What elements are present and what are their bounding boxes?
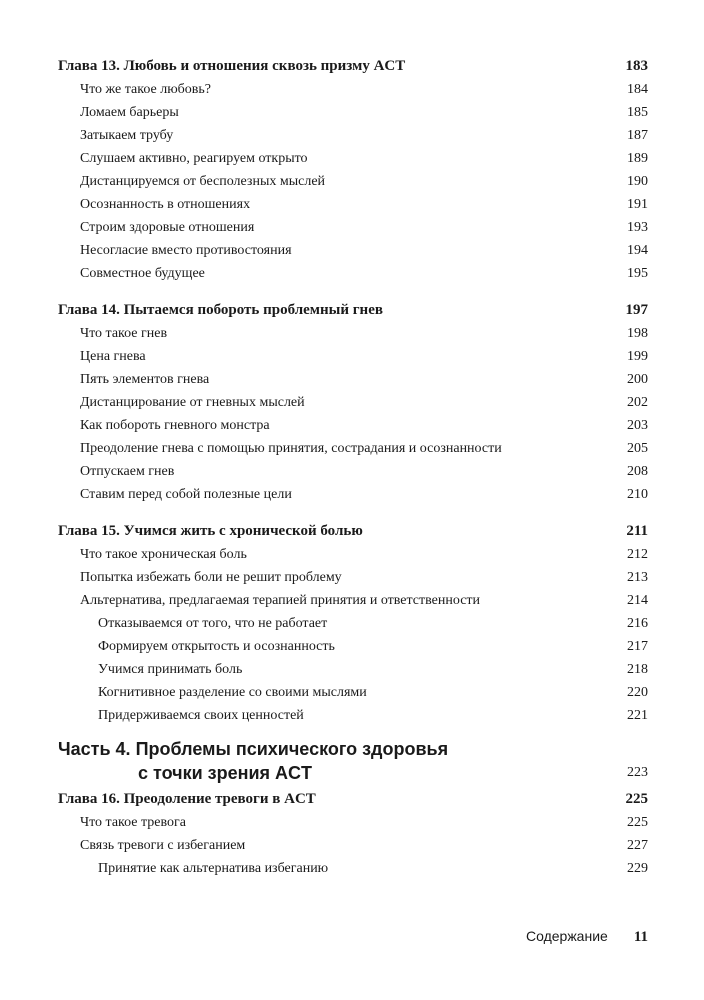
toc-entry[interactable]	[58, 566, 648, 589]
page-number: 190	[627, 174, 648, 189]
toc-entry[interactable]	[58, 78, 648, 101]
toc-subentry[interactable]	[58, 704, 648, 727]
folio-page-number: 11	[633, 929, 648, 945]
section-spacer	[58, 285, 648, 296]
chapter-title: Глава 15. Учимся жить с хронической болью	[58, 523, 363, 539]
page-number: 183	[625, 58, 648, 74]
chapter-title: Глава 14. Пытаемся побороть проблемный гнев	[58, 302, 383, 318]
page-number: 197	[625, 302, 648, 318]
page-number: 203	[627, 418, 648, 433]
page-number: 221	[627, 708, 648, 723]
entry-title: Попытка избежать боли не решит проблему	[80, 570, 342, 585]
toc-entry[interactable]	[58, 437, 648, 460]
toc-subentry[interactable]	[58, 658, 648, 681]
toc-chapter-16[interactable]	[58, 787, 648, 811]
page-number: 185	[627, 105, 648, 120]
page-number: 205	[627, 441, 648, 456]
toc-entry[interactable]	[58, 262, 648, 285]
toc-entry[interactable]	[58, 834, 648, 857]
entry-title: Цена гнева	[80, 349, 146, 364]
page-number: 191	[627, 197, 648, 212]
toc-chapter-13[interactable]	[58, 54, 648, 78]
page-number: 225	[625, 791, 648, 807]
entry-title: Ломаем барьеры	[80, 105, 179, 120]
entry-title: Что же такое любовь?	[80, 82, 211, 97]
toc-chapter-15[interactable]	[58, 519, 648, 543]
page-number: 189	[627, 151, 648, 166]
toc-entry[interactable]	[58, 101, 648, 124]
entry-title: Строим здоровые отношения	[80, 220, 255, 235]
toc-entry[interactable]	[58, 216, 648, 239]
chapter-title: Глава 13. Любовь и отношения сквозь призму ACT	[58, 58, 406, 74]
page-footer	[526, 928, 648, 946]
table-of-contents	[58, 54, 648, 880]
page-number: 217	[627, 639, 648, 654]
toc-entry[interactable]	[58, 368, 648, 391]
entry-title: Что такое тревога	[80, 815, 186, 830]
entry-title: Как побороть гневного монстра	[80, 418, 270, 433]
entry-title: Несогласие вместо противостояния	[80, 243, 292, 258]
entry-title: Учимся принимать боль	[98, 662, 243, 677]
entry-title: Когнитивное разделение со своими мыслями	[98, 685, 367, 700]
toc-part-4[interactable]	[58, 737, 648, 785]
entry-title: Совместное будущее	[80, 266, 205, 281]
page-number: 218	[627, 662, 648, 677]
toc-entry[interactable]	[58, 193, 648, 216]
entry-title: Осознанность в отношениях	[80, 197, 251, 212]
entry-title: Отказываемся от того, что не работает	[98, 616, 328, 631]
toc-chapter-14[interactable]	[58, 298, 648, 322]
toc-entry[interactable]	[58, 239, 648, 262]
page-number: 216	[627, 616, 648, 631]
page-number: 195	[627, 266, 648, 281]
page-number: 200	[627, 372, 648, 387]
entry-title: Дистанцируемся от бесполезных мыслей	[80, 174, 326, 189]
page-number: 229	[627, 861, 648, 876]
toc-entry[interactable]	[58, 811, 648, 834]
entry-title: Преодоление гнева с помощью принятия, сострадания и осознанности	[80, 441, 502, 456]
toc-entry[interactable]	[58, 414, 648, 437]
page-number: 213	[627, 570, 648, 585]
part-title-line-1: Часть 4. Проблемы психического здоровья	[58, 739, 449, 759]
page-number: 198	[627, 326, 648, 341]
page-number: 193	[627, 220, 648, 235]
entry-title: Придерживаемся своих ценностей	[98, 708, 304, 723]
toc-entry[interactable]	[58, 124, 648, 147]
entry-title: Ставим перед собой полезные цели	[80, 487, 292, 502]
entry-title: Слушаем активно, реагируем открыто	[80, 151, 308, 166]
toc-entry[interactable]	[58, 345, 648, 368]
toc-subentry[interactable]	[58, 681, 648, 704]
toc-entry[interactable]	[58, 460, 648, 483]
toc-subentry[interactable]	[58, 857, 648, 880]
page-number: 199	[627, 349, 648, 364]
toc-entry[interactable]	[58, 322, 648, 345]
page-number: 223	[627, 765, 648, 780]
page-number: 220	[627, 685, 648, 700]
entry-title: Что такое гнев	[80, 326, 168, 341]
page-number: 227	[627, 838, 648, 853]
toc-entry[interactable]	[58, 589, 648, 612]
page-number: 184	[627, 82, 648, 97]
entry-title: Принятие как альтернатива избеганию	[98, 861, 329, 876]
page-number: 210	[627, 487, 648, 502]
toc-subentry[interactable]	[58, 612, 648, 635]
page-number: 211	[626, 523, 648, 539]
page-number: 225	[627, 815, 648, 830]
toc-subentry[interactable]	[58, 635, 648, 658]
page-number: 187	[627, 128, 648, 143]
toc-entry[interactable]	[58, 543, 648, 566]
entry-title: Дистанцирование от гневных мыслей	[80, 395, 305, 410]
page-number: 214	[627, 593, 648, 608]
entry-title: Альтернатива, предлагаемая терапией принятия и ответственности	[80, 593, 481, 608]
chapter-title: Глава 16. Преодоление тревоги в ACT	[58, 791, 316, 807]
page-number: 208	[627, 464, 648, 479]
page-number: 212	[627, 547, 648, 562]
toc-entry[interactable]	[58, 170, 648, 193]
running-footer-label: Содержание	[525, 928, 608, 944]
entry-title: Что такое хроническая боль	[80, 547, 247, 562]
entry-title: Формируем открытость и осознанность	[98, 639, 335, 654]
entry-title: Пять элементов гнева	[80, 372, 210, 387]
page-number: 202	[627, 395, 648, 410]
page-number: 194	[627, 243, 648, 258]
part-title-line-2: с точки зрения ACT	[138, 763, 313, 783]
toc-entry[interactable]	[58, 147, 648, 170]
toc-entry[interactable]	[58, 391, 648, 414]
section-spacer	[58, 506, 648, 517]
entry-title: Связь тревоги с избеганием	[80, 838, 246, 853]
toc-entry[interactable]	[58, 483, 648, 506]
entry-title: Отпускаем гнев	[80, 464, 175, 479]
entry-title: Затыкаем трубу	[80, 128, 174, 143]
